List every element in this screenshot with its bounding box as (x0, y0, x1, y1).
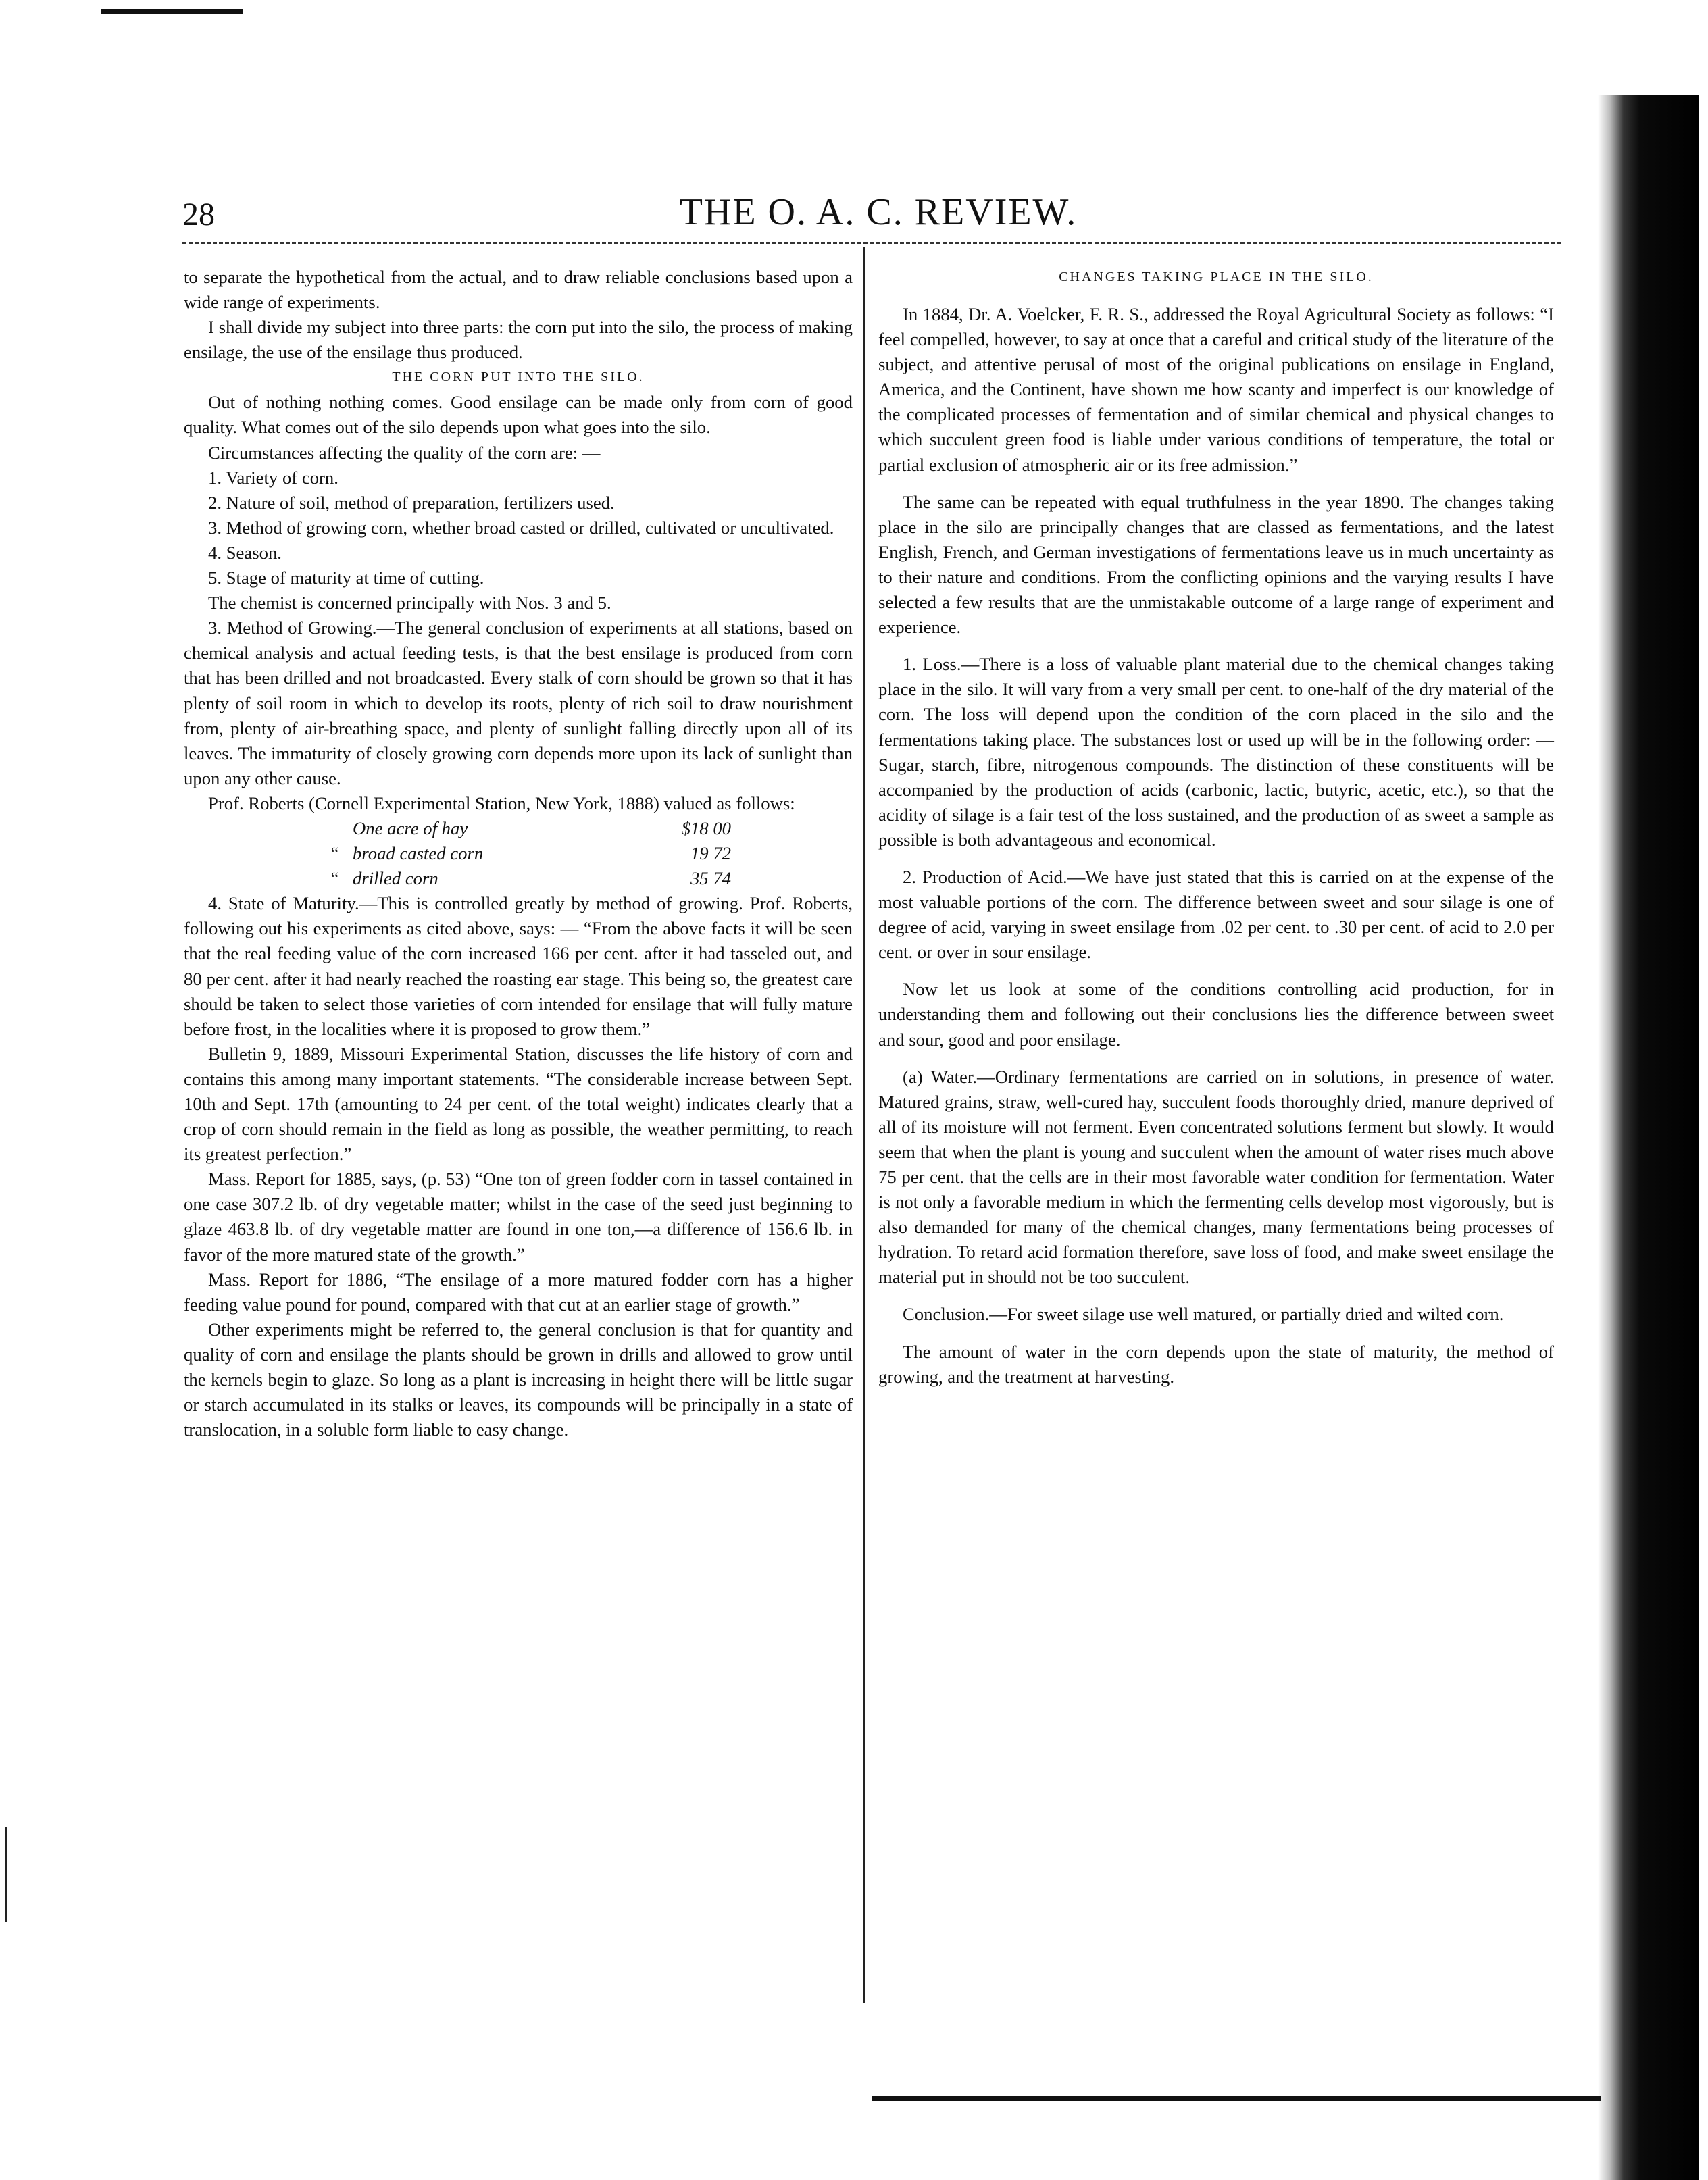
paragraph: 2. Production of Acid.—We have just stated that this is carried on at the expense of the most valuable portions of the corn. The difference between sweet and sour silage is one of degree of acid, varying in sweet ensilage from .02 per cent. to .30 per cent. of acid to 2.0 per cent. or over in sour ensilage. (878, 866, 1554, 963)
header-rule (182, 242, 1561, 244)
paragraph: Now let us look at some of the conditions controlling acid production, for in understanding them and following out their conclusions lies the difference between sweet and sour, good and poor ensilage. (878, 979, 1554, 1050)
running-title: THE O. A. C. REVIEW. (679, 191, 1078, 233)
page-number: 28 (182, 197, 215, 232)
circumstances-list (184, 465, 853, 590)
table-value: 35 74 (690, 868, 731, 889)
table-label: broad casted corn (353, 843, 484, 864)
section-heading: THE CORN PUT INTO THE SILO. (392, 370, 645, 385)
paragraph: The chemist is concerned principally with Nos. 3 and 5. (208, 592, 611, 613)
paragraph: Prof. Roberts (Cornell Experimental Station, New York, 1888) valued as follows: (208, 792, 795, 813)
list-item: 2. Nature of soil, method of preparation, fertilizers used. (208, 492, 615, 513)
table-value: $18 00 (681, 817, 731, 838)
paragraph: Conclusion.—For sweet silage use well matured, or partially dried and wilted corn. (903, 1304, 1504, 1325)
ditto-mark: “ (329, 843, 339, 864)
paragraph: to separate the hypothetical from the actual, and to draw reliable conclusions based upon a wide range of experiments. (184, 267, 853, 313)
table-value: 19 72 (690, 843, 731, 864)
paragraph: The same can be repeated with equal truthfulness in the year 1890. The changes taking place in the silo are principally changes that are classed as fermentations, and the latest English, French, and German investigations of fermentations leave us in much uncertainty as to their nature and conditions. From the conflicting opinions and the varying results I have selected a few results that are the unmistakable outcome of a large range of experiment and experience. (878, 491, 1554, 638)
paragraph: Other experiments might be referred to, the general conclusion is that for quantity and quality of corn and ensilage the plants should be grown in drills and allowed to grow until the kernels begin to glaze. So long as a plant is increasing in height there will be little sugar or starch accumulated in its stalks or leaves, its compounds will be principally in a state of translocation, in a soluble form liable to easy change. (184, 1319, 853, 1440)
bottom-rule (872, 2096, 1601, 2101)
paragraph: In 1884, Dr. A. Voelcker, F. R. S., addressed the Royal Agricultural Society as follows: “I feel compelled, however, to say at once that a careful and critical study of the literature of the subject, and attentive perusal of most of the original publications on ensilage in England, America, and the Continent, have shown me how scanty and imperfect is our knowledge of the complicated processes of fermentation and of similar chemical and physical changes to which succulent green food is liable under various conditions of temperature, the total or partial exclusion of atmospheric air or its free admission.” (878, 304, 1554, 475)
list-item: 4. Season. (208, 542, 282, 563)
list-item: 1. Variety of corn. (208, 467, 338, 488)
paragraph: Bulletin 9, 1889, Missouri Experimental Station, discusses the life history of corn and contains this among many important statements. “The considerable increase between Sept. 10th and Sept. 17th (amounting to 24 per cent. of the total weight) indicates clearly that a crop of corn should remain in the field as long as possible, the weather permitting, to reach its greatest perfection.” (184, 1043, 853, 1165)
table-label: One acre of hay (353, 817, 468, 838)
paragraph: 3. Method of Growing.—The general conclusion of experiments at all stations, based on chemical analysis and actual feeding tests, is that the best ensilage is produced from corn that has been drilled and not broadcasted. Every stalk of corn should be grown so that it has plenty of soil room in which to develop its roots, plenty of rich soil to draw nourishment from, plenty of air-breathing space, and plenty of sunlight falling directly upon all of its leaves. The immaturity of closely growing corn depends more upon its lack of sunlight than upon any other cause. (184, 617, 853, 788)
page-header (182, 191, 1574, 245)
top-rule (101, 9, 243, 14)
ditto-mark: “ (329, 868, 339, 889)
table-row (184, 841, 853, 866)
paragraph: 1. Loss.—There is a loss of valuable plant material due to the chemical changes taking place in the silo. It will vary from a very small per cent. to one-half of the dry material of the corn. The loss will depend upon the condition of the corn placed in the silo and the fermentations taking place. The substances lost or used up will be in the following order: — Sugar, starch, fibre, nitrogenous compounds. The distinction of these constituents will be accompanied by the production of acids (carbonic, lactic, butyric, acetic, etc.), so that the acidity of silage is a fair test of the loss sustained, and the production of as sweet a sample as possible is both advantageous and economical. (878, 654, 1554, 850)
margin-mark (5, 1827, 7, 1922)
paragraph: 4. State of Maturity.—This is controlled greatly by method of growing. Prof. Roberts, following out his experiments as cited above, says: — “From the above facts it will be seen that the real feeding value of the corn increased 166 per cent. after it had tasseled out, and 80 per cent. after it had nearly reached the roasting ear stage. This being so, the greatest care should be taken to select those varieties of corn intended for ensilage that will fully mature before frost, in the localities where it is proposed to grow them.” (184, 893, 853, 1039)
paragraph: I shall divide my subject into three parts: the corn put into the silo, the process of making ensilage, the use of the ensilage thus produced. (184, 317, 853, 363)
paragraph: Out of nothing nothing comes. Good ensilage can be made only from corn of good quality. What comes out of the silo depends upon what goes into the silo. (184, 392, 853, 438)
section-heading: CHANGES TAKING PLACE IN THE SILO. (1059, 270, 1374, 284)
left-column (184, 265, 853, 1442)
list-item: 5. Stage of maturity at time of cutting. (208, 567, 484, 588)
paragraph: The amount of water in the corn depends upon the state of maturity, the method of growing, and the treatment at harvesting. (878, 1341, 1554, 1387)
paragraph: Mass. Report for 1885, says, (p. 53) “One ton of green fodder corn in tassel contained in one case 307.2 lb. of dry vegetable matter; whilst in the case of the seed just beginning to glaze 463.8 lb. of dry vegetable matter are found in one ton,—a difference of 156.6 lb. in favor of the more matured state of the growth.” (184, 1169, 853, 1265)
table-row (184, 816, 853, 841)
column-divider (863, 247, 865, 2003)
scan-edge-shadow (1598, 95, 1699, 2180)
table-row (184, 866, 853, 891)
list-item: 3. Method of growing corn, whether broad casted or drilled, cultivated or uncultivated. (208, 517, 834, 538)
paragraph: Mass. Report for 1886, “The ensilage of a more matured fodder corn has a higher feeding value pound for pound, compared with that cut at an earlier stage of growth.” (184, 1269, 853, 1315)
paragraph: (a) Water.—Ordinary fermentations are carried on in solutions, in presence of water. Matured grains, straw, well-cured hay, succulent foods thoroughly dried, manure deprived of all of its moisture will not ferment. Even concentrated solutions ferment but slowly. It would seem that when the plant is young and succulent when the amount of water rises much above 75 per cent. that the cells are in their most favorable water condition for fermentation. Water is not only a favorable medium in which the fermenting cells develop most vigorously, but is also demanded for many of the chemical changes, many fermentations being processes of hydration. To retard acid formation therefore, save loss of food, and make sweet ensilage the material put in should not be too succulent. (878, 1066, 1554, 1288)
valuation-table (184, 816, 853, 891)
paragraph: Circumstances affecting the quality of the corn are: — (208, 442, 601, 463)
table-label: drilled corn (353, 868, 438, 889)
right-column (878, 265, 1554, 1390)
